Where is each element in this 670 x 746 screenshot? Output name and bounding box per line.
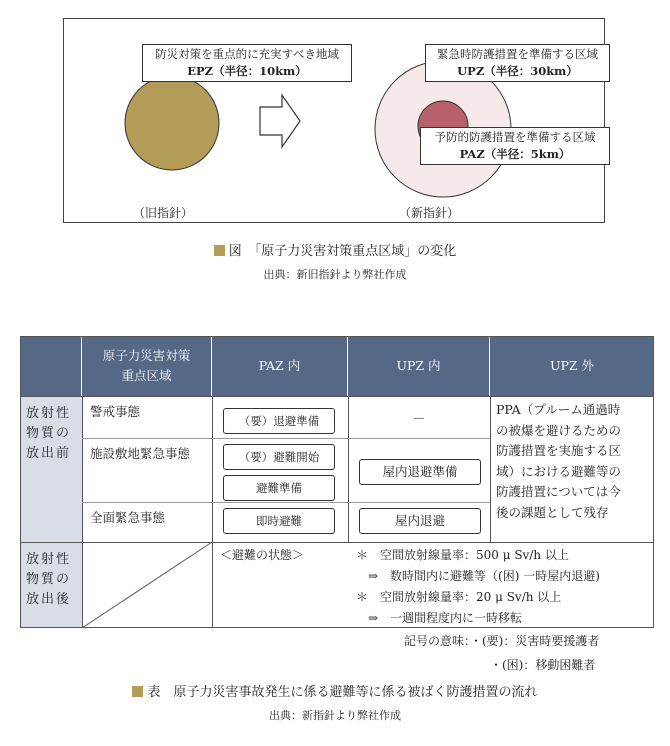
table-caption-square-icon <box>132 686 143 697</box>
figure-caption <box>0 240 670 259</box>
upz-out-text <box>496 400 652 523</box>
paz-callout-line1: 予防的防護措置を準備する区域 <box>434 130 596 144</box>
header-upz-out: UPZ 外 <box>490 336 654 396</box>
before-label-line3: 放出前 <box>26 446 72 461</box>
paz-site-box-2: 避難準備 <box>223 475 335 501</box>
after-label-line1: 放射性 <box>26 552 72 567</box>
figure-source: 出典：新旧指針より弊社作成 <box>263 268 407 281</box>
epz-callout-line2: EPZ（半径：10km） <box>187 64 307 78</box>
table-caption-text: 表 原子力災害事故発生に係る避難等に係る被ばく防護措置の流れ <box>147 685 538 700</box>
after-note-4: ⇒ 一週間程度内に一時移転 <box>368 611 523 625</box>
epz-callout <box>142 44 352 82</box>
row-general-emergency: 全面緊急事態 <box>90 510 166 525</box>
paz-general-box: 即時避難 <box>223 508 335 534</box>
after-release-label <box>20 546 82 626</box>
after-label-line3: 放出後 <box>26 592 72 607</box>
upz-general-box: 屋内退避 <box>359 508 481 534</box>
upz-alert-dash: － <box>412 412 426 427</box>
before-label-line2: 物質の <box>26 426 72 441</box>
legend-line-1: 記号の意味：・(要)：災害時要援護者 <box>404 634 600 648</box>
paz-callout-line2: PAZ（半径：5km） <box>459 147 571 161</box>
row-site-emergency: 施設敷地緊急事態 <box>90 446 191 461</box>
after-note-1: ＊ 空間放射線量率：500 μ Sv/h 以上 <box>356 548 569 562</box>
upz-out-line2: の被爆を避けるための <box>496 422 622 438</box>
upz-out-line5: 防護措置については今 <box>496 484 621 499</box>
upz-out-line4: 域）における避難等の <box>496 463 622 479</box>
old-guideline-label: （旧指針） <box>133 206 194 220</box>
table-caption <box>0 681 670 700</box>
upz-callout-line2: UPZ（半径：30km） <box>457 64 578 78</box>
after-note-2: ⇒ 数時間内に避難等（(困) 一時屋内退避) <box>368 569 600 583</box>
header-zone-line2: 重点区域 <box>121 368 172 383</box>
before-label-line1: 放射性 <box>26 406 72 421</box>
header-paz: PAZ 内 <box>212 336 348 396</box>
right-arrow-icon <box>260 95 300 147</box>
legend-line-2: ・(困)：移動困難者 <box>490 658 596 672</box>
paz-site-box-1: （要）避難開始 <box>223 444 335 470</box>
paz-alert-box: （要）退避準備 <box>223 408 335 434</box>
upz-callout-line1: 緊急時防護措置を準備する区域 <box>437 47 598 61</box>
epz-circle <box>125 76 219 170</box>
header-zone-line1: 原子力災害対策 <box>102 348 191 363</box>
evacuation-state-label: ＜避難の状態＞ <box>220 548 305 562</box>
table-source: 出典：新指針より弊社作成 <box>269 709 401 722</box>
upz-out-line3: 防護措置を実施する区 <box>496 443 622 458</box>
upz-out-line6: 後の課題として残存 <box>496 504 609 520</box>
before-release-label <box>20 400 82 540</box>
caption-square-icon <box>214 245 225 256</box>
protection-table <box>20 336 654 628</box>
new-guideline-label: （新指針） <box>399 206 460 220</box>
figure-caption-text: 図 「原子力災害対策重点区域」の変化 <box>228 244 457 259</box>
upz-callout <box>425 44 610 82</box>
after-note-3: ＊ 空間放射線量率：20 μ Sv/h 以上 <box>356 590 562 604</box>
upz-out-line1: PPA（プルーム通過時 <box>496 402 621 417</box>
after-label-line2: 物質の <box>26 572 72 587</box>
epz-callout-line1: 防災対策を重点的に充実すべき地域 <box>155 47 339 61</box>
header-upz-in: UPZ 内 <box>348 336 490 396</box>
row-alert: 警戒事態 <box>90 404 141 419</box>
paz-callout <box>420 127 610 165</box>
upz-site-box: 屋内退避準備 <box>359 459 481 485</box>
